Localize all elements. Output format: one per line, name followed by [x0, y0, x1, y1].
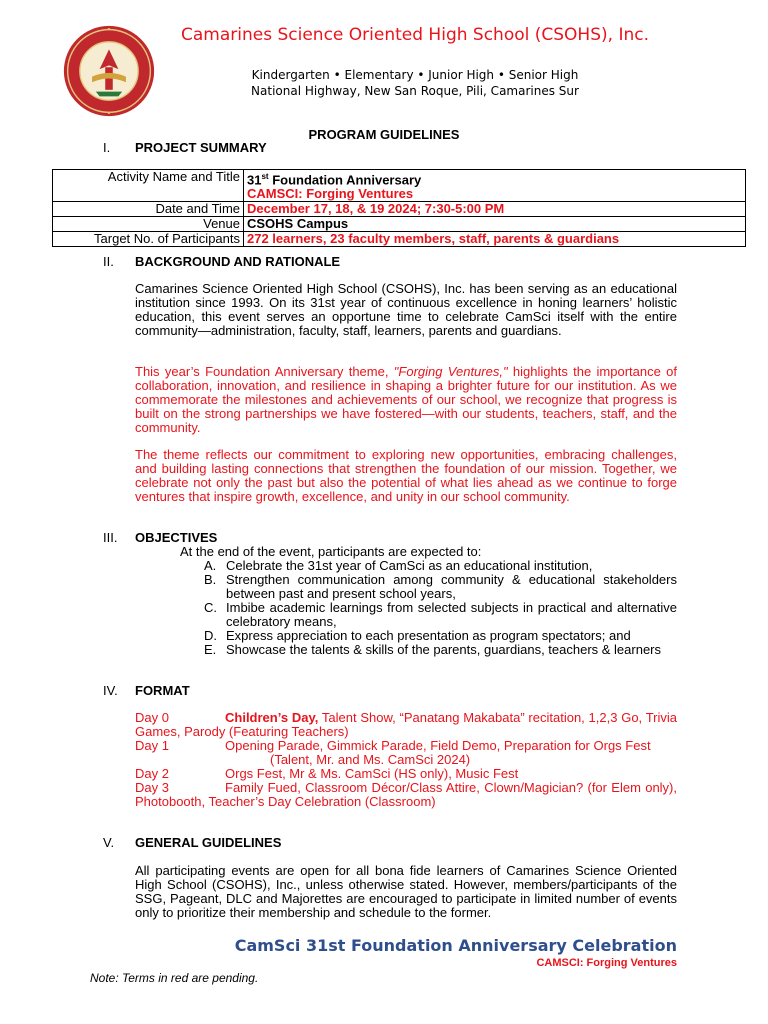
schedule-day-0: Day 0 Children’s Day, Talent Show, “Panatang Makabata” recitation, 1,2,3 Go, Trivia Games, Parody (Featuring Teachers) [135, 710, 677, 739]
list-item: D. Express appreciation to each presentation as program spectators; and [204, 628, 631, 643]
day-label: Day 0 [135, 710, 169, 725]
venue-value: CSOHS Campus [244, 217, 746, 232]
background-paragraph-3: The theme reflects our commitment to exploring new opportunities, embracing challenges, and building lasting connections that strengthen the foundation of our mission. Together, we celebrate not only the past but also the potential of what lies ahead as we continue to forge ventures that inspire growth, excellence, and unity in our school community. [135, 447, 677, 504]
day-label: Day 2 [135, 766, 169, 781]
table-row [53, 232, 746, 247]
table-row [53, 202, 746, 217]
project-summary-table [52, 169, 746, 247]
section-number: IV. [103, 683, 118, 698]
section-title: PROJECT SUMMARY [135, 140, 267, 155]
background-paragraph-2: This year’s Foundation Anniversary theme, "Forging Ventures," highlights the importance of collaboration, innovation, and resilience in shaping a brighter future for our institution. As we commemorate the milestones and achievements of our school, we recognize that progress is built on the strong partnerships we have fostered—with our students, teachers, staff, and the community. [135, 364, 677, 435]
section-title: FORMAT [135, 683, 190, 698]
objectives-list [200, 559, 677, 657]
section-number: II. [103, 254, 114, 269]
participants-label: Target No. of Participants [53, 232, 244, 247]
school-name: Camarines Science Oriented High School (CSOHS), Inc. [181, 25, 649, 45]
date-value: December 17, 18, & 19 2024; 7:30-5:00 PM [244, 202, 746, 217]
participants-value: 272 learners, 23 faculty members, staff, parents & guardians [244, 232, 746, 247]
school-levels: Kindergarten • Elementary • Junior High • Senior High [251, 68, 579, 82]
schedule-day-3: Day 3 Family Fued, Classroom Décor/Class Attire, Clown/Magician? (for Elem only), Photobooth, Teacher’s Day Celebration (Classroom) [135, 780, 677, 809]
footer-subtitle: CAMSCI: Forging Ventures [536, 957, 677, 969]
section-title: OBJECTIVES [135, 530, 218, 545]
document-title: PROGRAM GUIDELINES [308, 127, 460, 142]
objectives-intro: At the end of the event, participants are expected to: [180, 544, 482, 559]
section-title: GENERAL GUIDELINES [135, 835, 282, 850]
activity-label: Activity Name and Title [53, 170, 244, 202]
list-item: E. Showcase the talents & skills of the parents, guardians, teachers & learners [204, 642, 662, 657]
format-schedule [135, 711, 677, 809]
list-item: B. Strengthen communication among community & educational stakeholders between past and present school years, [204, 572, 677, 601]
schedule-day-1: Day 1 Opening Parade, Gimmick Parade, Field Demo, Preparation for Orgs Fest (Talent, Mr. and Ms. CamSci 2024) [135, 739, 677, 767]
day-label: Day 1 [135, 738, 169, 753]
guidelines-paragraph: All participating events are open for all bona fide learners of Camarines Science Oriented High School (CSOHS), Inc., unless otherwise stated. However, members/participants of the SSG, Pageant, DLC and Majorettes are encouraged to participate in limited number of events only to prioritize their membership and schedule to the former. [135, 863, 677, 920]
schedule-day-2: Day 2 Orgs Fest, Mr & Ms. CamSci (HS only), Music Fest [135, 766, 519, 781]
activity-value: 31st Foundation Anniversary CAMSCI: Forging Ventures [244, 170, 746, 202]
activity-theme: CAMSCI: Forging Ventures [247, 186, 414, 202]
section-number: I. [103, 140, 111, 155]
table-row [53, 217, 746, 232]
section-number: III. [103, 530, 118, 545]
day-label: Day 3 [135, 780, 169, 795]
day-1-note: (Talent, Mr. and Ms. CamSci 2024) [270, 752, 471, 767]
list-item: C. Imbibe academic learnings from selected subjects in practical and alternative celebratory means, [204, 600, 677, 629]
date-label: Date and Time [53, 202, 244, 217]
background-paragraph-1: Camarines Science Oriented High School (CSOHS), Inc. has been serving as an educational institution since 1993. On its 31st year of continuous excellence in honing learners’ holistic education, this event serves an opportune time to celebrate CamSci itself with the entire community—administration, faculty, staff, learners, parents and guardians. [135, 281, 677, 338]
school-seal-icon [62, 24, 156, 118]
section-title: BACKGROUND AND RATIONALE [135, 254, 341, 269]
venue-label: Venue [53, 217, 244, 232]
list-item: A. Celebrate the 31st year of CamSci as an educational institution, [204, 558, 593, 573]
footer-title: CamSci 31st Foundation Anniversary Celebration [234, 936, 677, 955]
school-address: National Highway, New San Roque, Pili, Camarines Sur [251, 84, 579, 98]
footer-note: Note: Terms in red are pending. [90, 971, 259, 985]
table-row [53, 170, 746, 202]
section-number: V. [103, 835, 115, 850]
